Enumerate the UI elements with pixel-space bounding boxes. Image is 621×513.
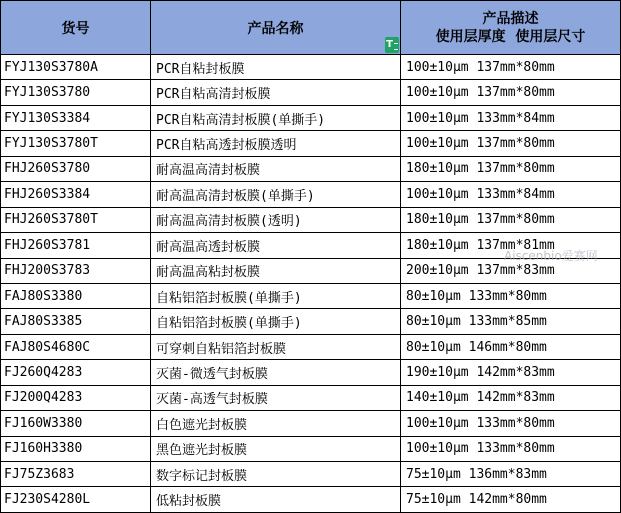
desc-cell[interactable]: 100±10μm 137mm*80mm	[406, 136, 555, 152]
name-cell[interactable]: 耐高温高清封板膜	[151, 157, 401, 181]
table-body	[1, 55, 620, 512]
sku-cell[interactable]: FJ230S4280L	[1, 487, 151, 511]
name-cell[interactable]: PCR自粘高清封板膜(单撕手)	[151, 106, 401, 130]
sku-cell[interactable]: FAJ80S3385	[1, 309, 151, 333]
name-cell[interactable]: 低粘封板膜	[151, 487, 401, 511]
sku-cell[interactable]: FJ200Q4283	[1, 386, 151, 410]
table-row[interactable]	[1, 131, 620, 156]
name-cell[interactable]: 数字标记封板膜	[151, 462, 401, 486]
sku-cell[interactable]: FYJ130S3384	[1, 106, 151, 130]
table-header-row	[1, 1, 620, 55]
table-row[interactable]	[1, 462, 620, 487]
desc-cell[interactable]: 180±10μm 137mm*80mm	[406, 161, 555, 177]
sku-cell[interactable]: FAJ80S3380	[1, 284, 151, 308]
name-cell[interactable]: 可穿刺自粘铝箔封板膜	[151, 335, 401, 359]
desc-cell[interactable]: 100±10μm 133mm*84mm	[406, 110, 555, 126]
name-cell[interactable]: PCR自粘高清封板膜	[151, 80, 401, 104]
sku-cell[interactable]: FHJ260S3780	[1, 157, 151, 181]
table-row[interactable]	[1, 106, 620, 131]
desc-cell[interactable]: 100±10μm 137mm*80mm	[406, 85, 555, 101]
desc-cell[interactable]: 180±10μm 137mm*80mm	[406, 212, 555, 228]
table-row[interactable]	[1, 335, 620, 360]
name-cell[interactable]: 黑色遮光封板膜	[151, 437, 401, 461]
sku-cell[interactable]: FAJ80S4680C	[1, 335, 151, 359]
desc-cell[interactable]: 80±10μm 133mm*80mm	[406, 288, 547, 304]
sku-cell[interactable]: FHJ260S3384	[1, 182, 151, 206]
desc-cell[interactable]: 140±10μm 142mm*83mm	[406, 390, 555, 406]
sku-cell[interactable]: FYJ130S3780A	[1, 55, 151, 79]
column-header-desc-line1: 产品描述	[482, 10, 539, 27]
paste-options-text-icon-lines	[394, 43, 398, 50]
name-cell[interactable]: 耐高温高清封板膜(单撕手)	[151, 182, 401, 206]
sku-cell[interactable]: FHJ260S3781	[1, 233, 151, 257]
name-cell[interactable]: 自粘铝箔封板膜(单撕手)	[151, 284, 401, 308]
sku-cell[interactable]: FJ160H3380	[1, 437, 151, 461]
sku-cell[interactable]: FYJ130S3780T	[1, 131, 151, 155]
desc-cell[interactable]: 80±10μm 133mm*85mm	[406, 314, 547, 330]
name-cell[interactable]: 耐高温高粘封板膜	[151, 259, 401, 283]
desc-cell[interactable]: 100±10μm 133mm*80mm	[406, 415, 555, 431]
column-header-desc-line2: 使用层厚度 使用层尺寸	[435, 28, 586, 45]
sku-cell[interactable]: FHJ200S3783	[1, 259, 151, 283]
column-header-sku-label: 货号	[61, 20, 90, 37]
sku-cell[interactable]: FJ160W3380	[1, 411, 151, 435]
desc-cell[interactable]: 80±10μm 146mm*80mm	[406, 339, 547, 355]
table-row[interactable]	[1, 360, 620, 385]
name-cell[interactable]: PCR自粘封板膜	[151, 55, 401, 79]
name-cell[interactable]: PCR自粘高透封板膜透明	[151, 131, 401, 155]
sku-cell[interactable]: FYJ130S3780	[1, 80, 151, 104]
desc-cell[interactable]: 100±10μm 133mm*80mm	[406, 441, 555, 457]
name-cell[interactable]: 耐高温高透封板膜	[151, 233, 401, 257]
table-row[interactable]	[1, 233, 620, 258]
table-row[interactable]	[1, 386, 620, 411]
table-row[interactable]	[1, 487, 620, 511]
desc-cell[interactable]: 200±10μm 137mm*83mm	[406, 263, 555, 279]
table-row[interactable]	[1, 284, 620, 309]
column-header-name	[151, 1, 401, 54]
desc-cell[interactable]: 75±10μm 136mm*83mm	[406, 466, 547, 482]
table-row[interactable]	[1, 259, 620, 284]
table-row[interactable]	[1, 208, 620, 233]
name-cell[interactable]: 白色遮光封板膜	[151, 411, 401, 435]
name-cell[interactable]: 耐高温高清封板膜(透明)	[151, 208, 401, 232]
desc-cell[interactable]: 180±10μm 137mm*81mm	[406, 237, 555, 253]
desc-cell[interactable]: 75±10μm 142mm*80mm	[406, 492, 547, 508]
table-row[interactable]	[1, 182, 620, 207]
desc-cell[interactable]: 100±10μm 133mm*84mm	[406, 186, 555, 202]
watermark-text: Aiscenbio爱赛网	[504, 249, 598, 263]
desc-cell[interactable]: 190±10μm 142mm*83mm	[406, 364, 555, 380]
table-row[interactable]	[1, 80, 620, 105]
column-header-sku	[1, 1, 151, 54]
column-header-desc	[401, 1, 620, 54]
table-row[interactable]	[1, 55, 620, 80]
desc-cell[interactable]: 100±10μm 137mm*80mm	[406, 59, 555, 75]
table-row[interactable]	[1, 309, 620, 334]
name-cell[interactable]: 灭菌-高透气封板膜	[151, 386, 401, 410]
paste-options-text-icon-glyph: T	[386, 39, 393, 50]
table-row[interactable]	[1, 411, 620, 436]
table-row[interactable]	[1, 437, 620, 462]
name-cell[interactable]: 自粘铝箔封板膜(单撕手)	[151, 309, 401, 333]
sku-cell[interactable]: FJ260Q4283	[1, 360, 151, 384]
column-header-name-label: 产品名称	[247, 20, 304, 37]
name-cell[interactable]: 灭菌-微透气封板膜	[151, 360, 401, 384]
table-row[interactable]	[1, 157, 620, 182]
sku-cell[interactable]: FJ75Z3683	[1, 462, 151, 486]
paste-options-text-icon[interactable]	[385, 37, 399, 53]
sku-cell[interactable]: FHJ260S3780T	[1, 208, 151, 232]
